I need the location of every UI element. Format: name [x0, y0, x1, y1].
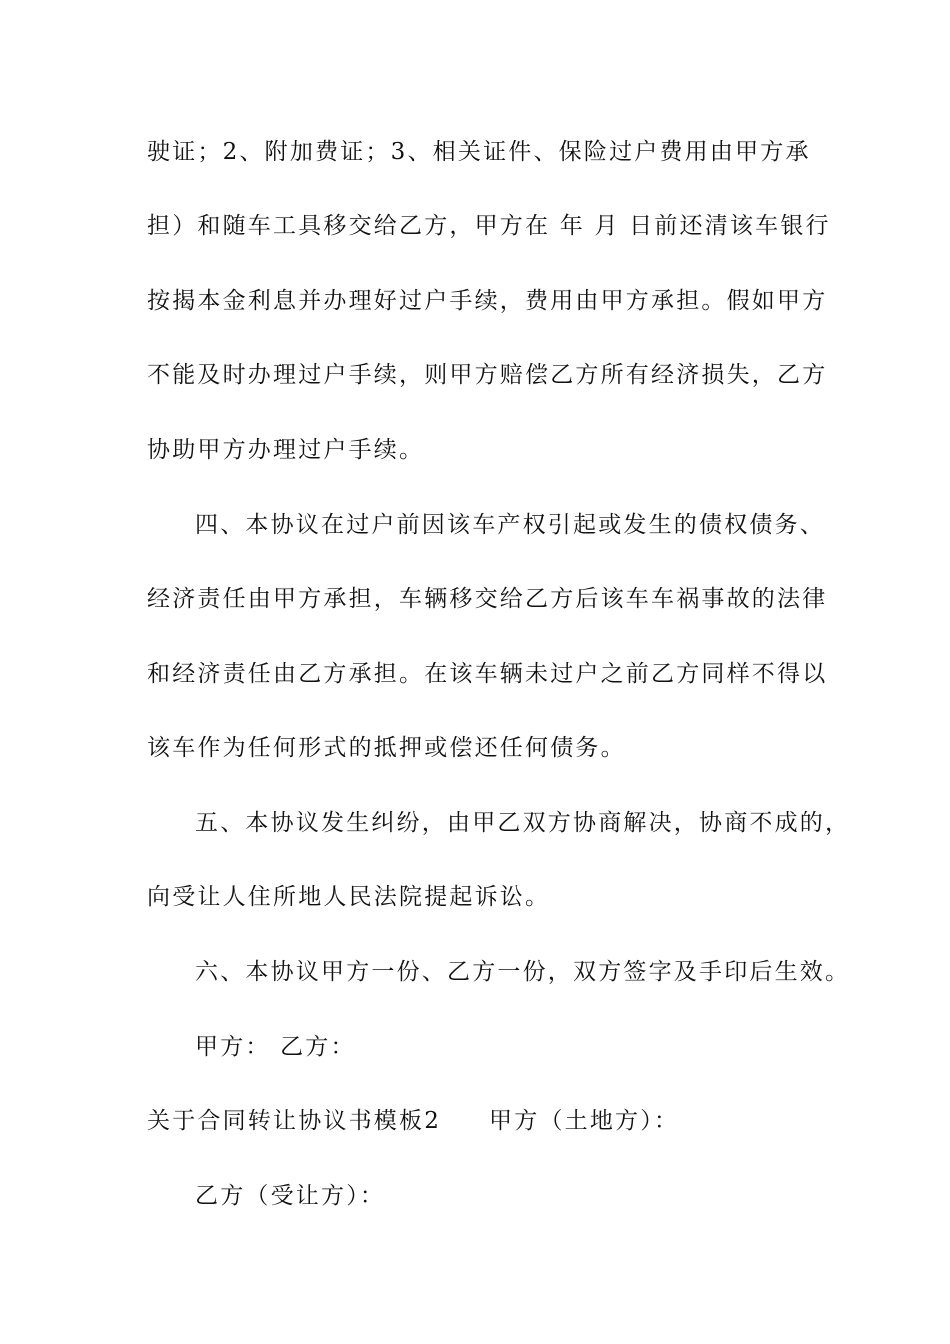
- party-a-land-label: 甲方（土地方）：: [489, 1108, 680, 1134]
- clause-four: 四、本协议在过户前因该车产权引起或发生的债权债务、: [195, 512, 825, 538]
- text-line: 向受让人住所地人民法院提起诉讼。: [147, 884, 551, 910]
- text-line: 协助甲方办理过户手续。: [147, 437, 425, 463]
- clause-five: 五、本协议发生纠纷，由甲乙双方协商解决，协商不成的，: [195, 810, 851, 836]
- clause-six: 六、本协议甲方一份、乙方一份，双方签字及手印后生效。: [195, 959, 851, 985]
- text-line: 经济责任由甲方承担，车辆移交给乙方后该车车祸事故的法律: [147, 586, 828, 612]
- text-line: 不能及时办理过户手续，则甲方赔偿乙方所有经济损失，乙方: [147, 362, 828, 388]
- text-line: 担）和随车工具移交给乙方，甲方在 年 月 日前还清该车银行: [147, 213, 831, 239]
- text-line: 按揭本金利息并办理好过户手续，费用由甲方承担。假如甲方: [147, 288, 828, 314]
- text-line: 和经济责任由乙方承担。在该车辆未过户之前乙方同样不得以: [147, 661, 828, 687]
- template-title: 关于合同转让协议书模板2: [147, 1108, 442, 1134]
- text-line: 该车作为任何形式的抵押或偿还任何债务。: [147, 735, 626, 761]
- signature-line: 甲方： 乙方：: [195, 1034, 356, 1060]
- party-b-transferee-label: 乙方（受让方）：: [195, 1183, 386, 1209]
- template-heading-line: [147, 1106, 679, 1136]
- text-line: 驶证；2、附加费证；3、相关证件、保险过户费用由甲方承: [147, 139, 811, 165]
